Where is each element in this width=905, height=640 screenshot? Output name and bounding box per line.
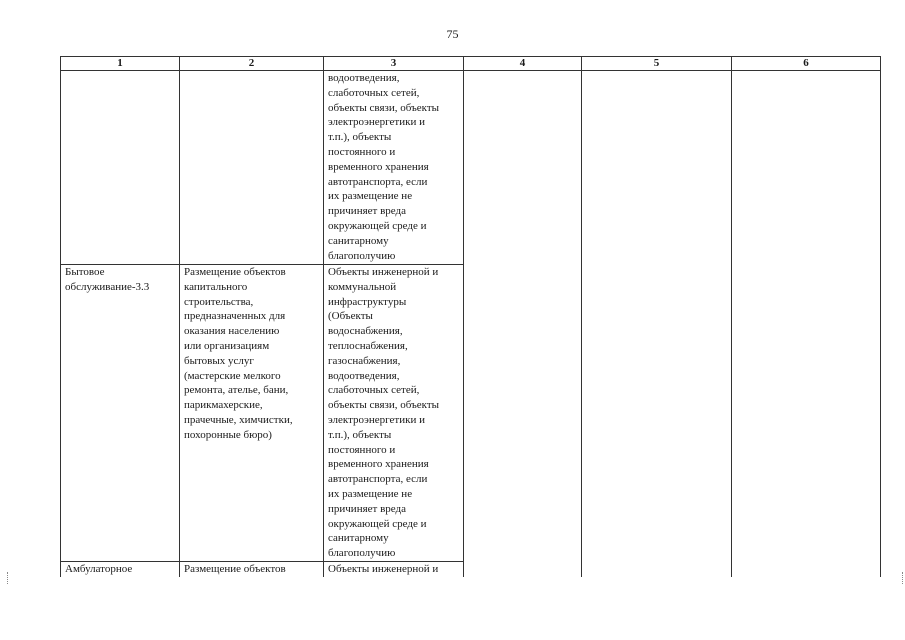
- row3-col3-text: Объекты инженерной и: [328, 563, 439, 575]
- scan-edge-mark-left: [7, 572, 10, 584]
- header-col-3: 3: [324, 57, 464, 71]
- row2-col1: [61, 265, 180, 562]
- zoning-table: [60, 56, 881, 577]
- header-col-6: 6: [732, 57, 881, 71]
- row3-col3: [324, 562, 464, 577]
- row2-col1-text: Бытовое обслуживание-3.3: [65, 266, 150, 293]
- row3-col1: [61, 562, 180, 577]
- header-col-1: 1: [61, 57, 180, 71]
- row1-col2: [180, 71, 324, 265]
- row2-col2: [180, 265, 324, 562]
- col6-merged-cell: [732, 71, 881, 577]
- row3-col2: [180, 562, 324, 577]
- header-col-2: 2: [180, 57, 324, 71]
- row1-col1: [61, 71, 180, 265]
- row3-col2-text: Размещение объектов: [184, 563, 286, 575]
- row1-col3-text: водоотведения, слаботочных сетей, объекты связи, объекты электроэнергетики и т.п.), объекты постоянного и временного хранения автотранспорта, если их размещение не причиняет вреда окружающей среде и санитарному благополучию: [328, 72, 440, 262]
- page-number: 75: [446, 27, 459, 41]
- row3-col1-text: Амбулаторное: [65, 563, 133, 575]
- header-col-5: 5: [582, 57, 732, 71]
- table-row: [61, 71, 881, 265]
- row2-col3: [324, 265, 464, 562]
- table-header-row: [61, 57, 881, 71]
- col5-merged-cell: [582, 71, 732, 577]
- row2-col2-text: Размещение объектов капитального строительства, предназначенных для оказания населению или организациям бытовых услуг (мастерские мелкого ремонта, ателье, бани, парикмахерские, прачечные, химчистки, похоронные бюро): [184, 266, 293, 441]
- header-col-4: 4: [464, 57, 582, 71]
- col4-merged-cell: [464, 71, 582, 577]
- row2-col3-text: Объекты инженерной и коммунальной инфраструктуры (Объекты водоснабжения, теплоснабжения, газоснабжения, водоотведения, слаботочных сетей, объекты связи, объекты электроэнергетики и т.п.), объекты постоянного и временного хранения автотранспорта, если их размещение не причиняет вреда окружающей среде и санитарному благополучию: [328, 266, 440, 560]
- row1-col3: [324, 71, 464, 265]
